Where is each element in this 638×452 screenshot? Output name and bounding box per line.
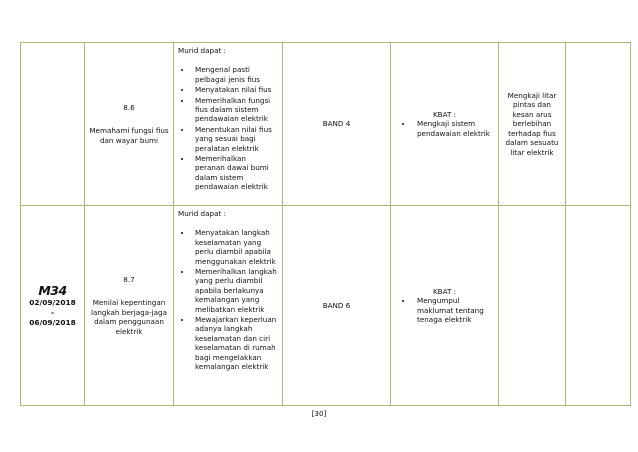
- kbat-header: KBAT :: [432, 109, 457, 119]
- standard-code: 8.7: [123, 274, 135, 284]
- table-row: [21, 43, 631, 206]
- kbat-item: • Mengumpul maklumat tentang tenaga elektrik: [413, 296, 492, 324]
- standard-cell: [85, 206, 174, 406]
- note-cell: [499, 43, 566, 206]
- date-separator: -: [50, 308, 55, 317]
- objective-item: • Menentukan nilai fius yang sesuai bagi peralatan elektrik: [192, 125, 278, 153]
- extra-cell: [566, 206, 631, 406]
- date-start: 02/09/2018: [29, 298, 76, 307]
- objective-item: • Memerihalkan fungsi fius dalam sistem pendawaian elektrik: [192, 96, 278, 124]
- week-cell: [21, 206, 85, 406]
- page-number: [30]: [311, 409, 327, 418]
- band-cell: [283, 43, 391, 206]
- objective-item: • Menyatakan nilai fius: [192, 85, 278, 94]
- lesson-plan-table: [20, 42, 631, 406]
- standard-title: Menilai kepentingan langkah berjaga-jaga dalam penggunaan elektrik: [90, 298, 168, 336]
- kbat-cell: [391, 43, 499, 206]
- standard-title: Memahami fungsi fius dan wayar bumi: [89, 126, 169, 145]
- objectives-list: [178, 228, 278, 371]
- objectives-cell: [174, 43, 283, 206]
- objective-item: • Menyatakan langkah keselamatan yang perlu diambil apabila menggunakan elektrik: [192, 228, 278, 266]
- band-label: BAND 4: [322, 119, 351, 129]
- date-end: 06/09/2018: [29, 318, 76, 327]
- note-cell: [499, 206, 566, 406]
- week-label: M34: [38, 283, 67, 298]
- kbat-list: [397, 296, 492, 324]
- objective-item: • Memerihalkan peranan dawai bumi dalam sistem pendawaian elektrik: [192, 154, 278, 192]
- objectives-cell: [174, 206, 283, 406]
- objective-item: • Memerihalkan langkah yang perlu diambil apabila berlakunya kemalangan yang melibatkan elektrik: [192, 267, 278, 314]
- kbat-item: • Mengkaji sistem pendawaian elektrik: [413, 119, 492, 138]
- objectives-header: Murid dapat :: [178, 209, 227, 218]
- kbat-list: [397, 119, 492, 138]
- band-cell: [283, 206, 391, 406]
- objective-item: • Mengenal pasti pelbagai jenis fius: [192, 65, 278, 84]
- week-cell: [21, 43, 85, 206]
- objectives-header: Murid dapat :: [178, 46, 227, 55]
- kbat-header: KBAT :: [432, 286, 457, 296]
- objectives-list: [178, 65, 278, 191]
- note-text: Mengkaji litar pintas dan kesan arus berlebihan terhadap fius dalam sesuatu litar elektrik: [505, 91, 559, 157]
- band-label: BAND 6: [322, 300, 351, 310]
- objective-item: • Mewajarkan keperluan adanya langkah keselamatan dan ciri keselamatan di rumah bagi mengelakkan kemalangan elektrik: [192, 315, 278, 371]
- standard-cell: [85, 43, 174, 206]
- standard-code: 8.6: [123, 102, 135, 112]
- table-row: [21, 206, 631, 406]
- kbat-cell: [391, 206, 499, 406]
- extra-cell: [566, 43, 631, 206]
